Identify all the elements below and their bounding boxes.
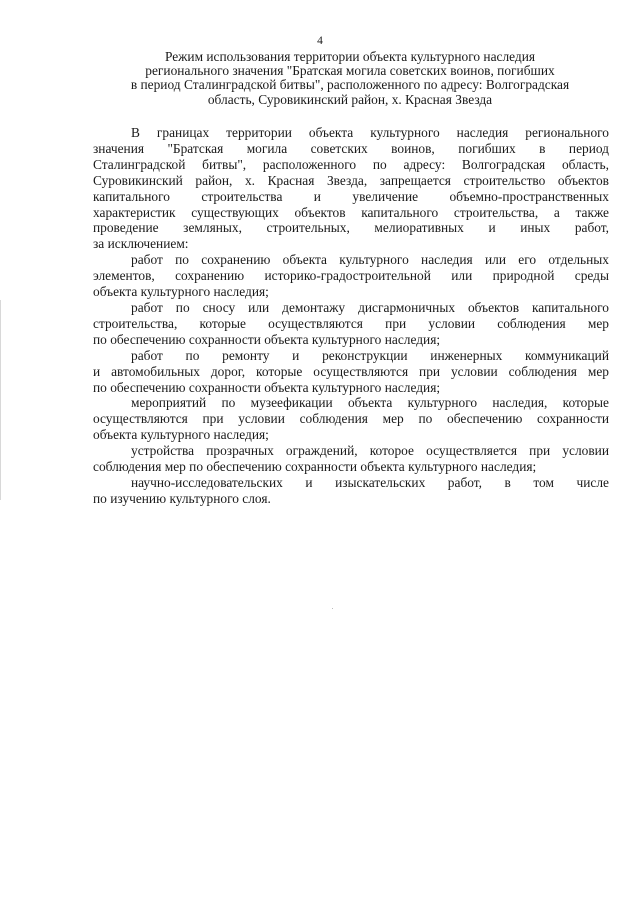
text-line: по обеспечению сохранности объекта культурного наследия; <box>93 331 441 347</box>
page-number: 4 <box>317 35 323 47</box>
text-line: характеристик существующих объектов капитального строительства, а также <box>93 204 609 220</box>
text-line: проведение земляных, строительных, мелиоративных и иных работ, <box>93 220 609 236</box>
text-line: осуществляются при условии соблюдения мер по обеспечению сохранности <box>93 411 609 427</box>
title-line: в период Сталинградской битвы", расположенного по адресу: Волгоградская <box>130 77 570 93</box>
text-line: объекта культурного наследия; <box>93 427 269 443</box>
paragraph-exception-preservation <box>93 252 609 300</box>
title-line: Режим использования территории объекта культурного наследия <box>164 49 536 64</box>
paragraph-exception-repair <box>93 348 609 396</box>
text-line: значения "Братская могила советских воинов, погибших в период <box>93 140 609 156</box>
text-line: работ по сносу или демонтажу дисгармоничных объектов капитального <box>131 299 609 315</box>
text-line: элементов, сохранению историко-градостроительной или природной среды <box>93 268 609 284</box>
text-line: Суровикинский район, х. Красная Звезда, запрещается строительство объектов <box>93 172 609 188</box>
scan-edge-line <box>0 300 1 500</box>
title-line: регионального значения "Братская могила советских воинов, погибших <box>145 63 555 79</box>
document-title <box>80 50 620 107</box>
text-line: мероприятий по музеефикации объекта культурного наследия, которые <box>131 395 609 411</box>
text-line: соблюдения мер по обеспечению сохранности объекта культурного наследия; <box>93 459 537 475</box>
text-line: и автомобильных дорог, которые осуществляются при условии соблюдения мер <box>93 363 609 379</box>
text-line: капитального строительства и увеличение объемно-пространственных <box>93 188 609 204</box>
scan-speck <box>332 608 333 609</box>
text-line: научно-исследовательских и изыскательских работ, в том числе <box>131 474 609 490</box>
paragraph-exception-demolition <box>93 300 609 348</box>
text-line: устройства прозрачных ограждений, которое осуществляется при условии <box>131 443 609 459</box>
text-line: работ по сохранению объекта культурного наследия или его отдельных <box>131 252 609 268</box>
text-line: объекта культурного наследия; <box>93 284 269 300</box>
text-line: за исключением: <box>93 236 189 252</box>
text-line: В границах территории объекта культурного наследия регионального <box>131 125 609 140</box>
title-line: область, Суровикинский район, х. Красная Звезда <box>207 91 493 107</box>
text-line: по изучению культурного слоя. <box>93 490 271 506</box>
paragraph-exception-research <box>93 475 609 507</box>
paragraph-exception-fences <box>93 443 609 475</box>
text-line: по обеспечению сохранности объекта культурного наследия; <box>93 379 441 395</box>
text-line: Сталинградской битвы", расположенного по адресу: Волгоградская область, <box>93 156 609 172</box>
paragraph-intro <box>93 125 609 252</box>
document-body <box>93 125 609 507</box>
text-line: работ по ремонту и реконструкции инженерных коммуникаций <box>131 347 609 363</box>
text-line: строительства, которые осуществляются при условии соблюдения мер <box>93 315 609 331</box>
paragraph-exception-museum <box>93 395 609 443</box>
